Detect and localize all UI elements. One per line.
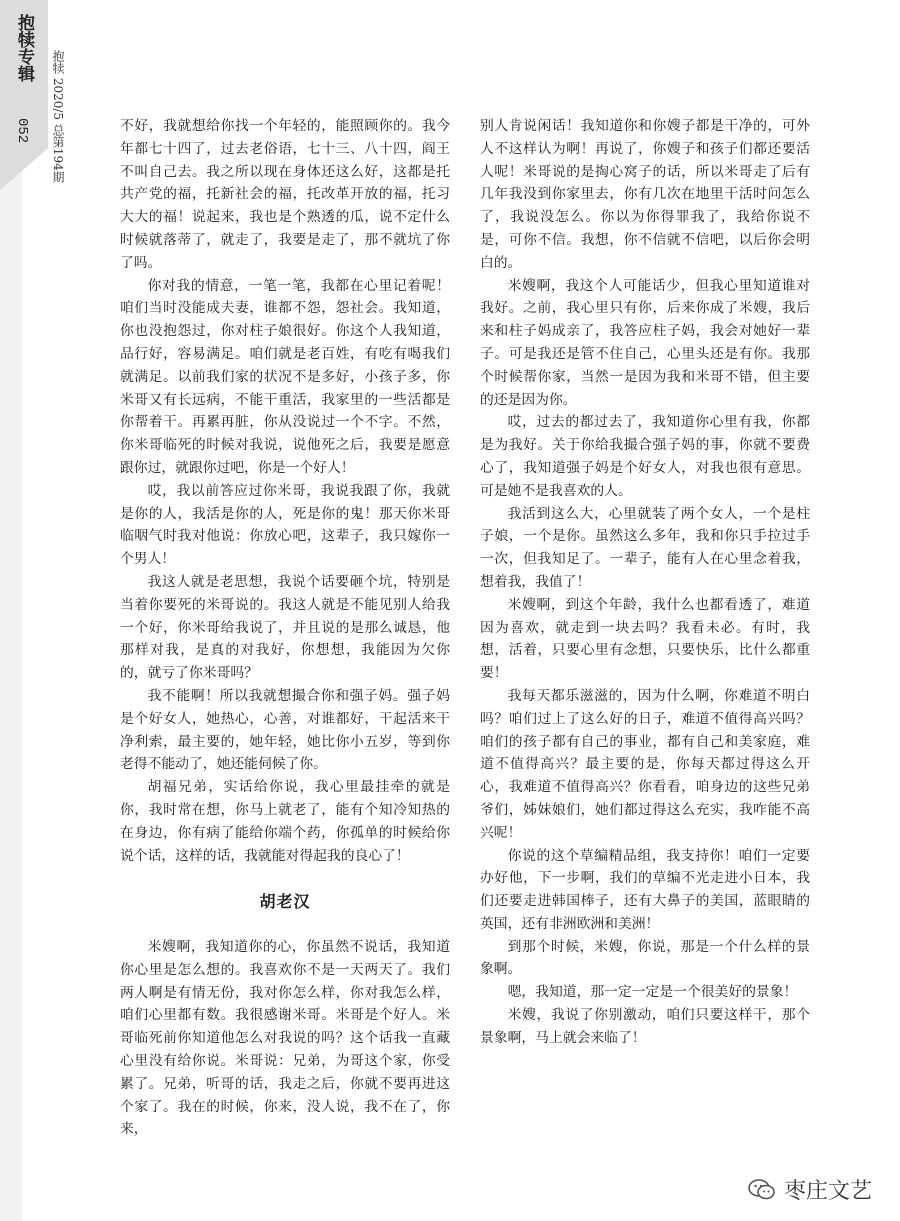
brand-name: 枣庄文艺 bbox=[783, 1179, 872, 1204]
paragraph: 你对我的情意，一笔一笔，我都在心里记着呢！咱们当时没能成夫妻，谁都不怨，怨社会。我知道，你也没抱怨过，你对柱子娘很好。你这个人我知道，品行好，容易满足。咱们就是老百姓，有吃有喝我们就满足。以前我们家的状况不是多好，小孩子多，你米哥又有长远病，不能干重活，我家里的一些活都是你帮着干。再累再脏，你从没说过一个不字。不然，你米哥临死的时候对我说，说他死之后，我要是愿意跟你过，就跟你过吧，你是一个好人！ bbox=[120, 277, 450, 476]
paragraph: 胡福兄弟，实话给你说，我心里最挂牵的就是你，我时常在想，你马上就老了，能有个知冷知热的在身边，你有病了能给你端个药，你孤单的时候给你说个话，这样的话，我就能对得起我的良心了！ bbox=[120, 779, 450, 864]
paragraph: 嗯，我知道，那一定一定是一个很美好的景象！ bbox=[507, 984, 798, 1001]
paragraph: 我每天都乐滋滋的，因为什么啊，你难道不明白吗？咱们过上了这么好的日子，难道不值得高兴吗？咱们的孩子都有自己的事业，都有自己和美家庭，难道不值得高兴？最主要的是，你每天都过得这么开心，我难道不值得高兴？你看看，咱身边的这些兄弟爷们，姊妹娘们，她们都过得这么充实，我咋能不高兴呢！ bbox=[480, 687, 810, 841]
paragraph: 米嫂啊，到这个年龄，我什么也都看透了，难道因为喜欢，就走到一块去吗？我看未必。有时，我想，活着，只要心里有念想，只要快乐，比什么都重要！ bbox=[480, 596, 810, 682]
paragraph: 米嫂，我说了你别激动，咱们只要这样干，那个景象啊，马上就会来临了！ bbox=[480, 1007, 810, 1046]
paragraph: 我不能啊！所以我就想撮合你和强子妈。强子妈是个好女人，她热心，心善，对谁都好，干起活来干净利索，最主要的，她年轻，她比你小五岁，等到你老得不能动了，她还能伺候了你。 bbox=[120, 687, 450, 773]
brand-watermark bbox=[748, 1174, 872, 1205]
paragraph: 别人肯说闲话！我知道你和你嫂子都是干净的，可外人不这样认为啊！再说了，你嫂子和孩子们都还要活人呢！米哥说的是掏心窝子的话，所以米哥走了后有几年我没到你家里去，你有几次在地里干活时问怎么了，我说没怎么。你以为你得罪我了，我给你说不是，可你不信。我想，你不信就不信吧，以后你会明白的。 bbox=[480, 118, 810, 271]
paragraph: 不好，我就想给你找一个年轻的，能照顾你的。我今年都七十四了，过去老俗语，七十三、八十四，阎王不叫自己去。我之所以现在身体还这么好，这都是托共产党的福，托新社会的福，托改革开放的福，托习大大的福！说起来，我也是个熟透的瓜，说不定什么时候就落蒂了，就走了，我要是走了，那不就坑了你了吗。 bbox=[120, 118, 450, 271]
paragraph: 米嫂啊，我知道你的心，你虽然不说话，我知道你心里是怎么想的。我喜欢你不是一天两天了。我们两人啊是有情无份，我对你怎么样，你对我怎么样，咱们心里都有数。我很感谢米哥。米哥是个好人。米哥临死前你知道他怎么对我说的吗？这个话我一直藏心里没有给你说。米哥说：兄弟，为哥这个家，你受累了。兄弟，听哥的话，我走之后，你就不要再进这个家了。我在的时候，你来，没人说，我不在了，你来， bbox=[120, 939, 450, 1138]
paragraph: 哎，我以前答应过你米哥，我说我跟了你，我就是你的人，我活是你的人，死是你的鬼！那天你米哥临咽气时我对他说：你放心吧，这辈子，我只嫁你一个男人！ bbox=[120, 482, 450, 568]
issue-line: 抱犊 2020/5 总第194期 bbox=[51, 50, 65, 183]
paragraph: 我这人就是老思想，我说个话要砸个坑，特别是当着你要死的米哥说的。我这人就是不能见别人给我一个好，你米哥给我说了，并且说的是那么诚恳，他那样对我，是真的对我好，你想想，我能因为欠你的，就亏了你米哥吗？ bbox=[120, 573, 450, 682]
paragraph: 你说的这个草编精品组，我支持你！咱们一定要办好他，下一步啊，我们的草编不光走进小日本，我们还要走进韩国棒子，还有大鼻子的美国，蓝眼睛的英国，还有非洲欧洲和美洲！ bbox=[480, 847, 810, 932]
section-title: 胡老汉 bbox=[259, 892, 311, 912]
right-column bbox=[480, 115, 810, 1050]
paragraph: 米嫂啊，我这个人可能话少，但我心里知道谁对我好。之前，我心里只有你，后来你成了米嫂，我后来和柱子妈成亲了，我答应柱子妈，我会对她好一辈子。可是我还是管不住自己，心里头还是有你。我那个时候帮你家，当然一是因为我和米哥不错，但主要的还是因为你。 bbox=[480, 277, 810, 408]
paragraph: 哎，过去的都过去了，我知道你心里有我，你都是为我好。关于你给我撮合强子妈的事，你就不要费心了，我知道强子妈是个好女人，对我也很有意思。可是她不是我喜欢的人。 bbox=[480, 414, 810, 499]
paragraph: 我活到这么大，心里就装了两个女人，一个是柱子娘，一个是你。虽然这么多年，我和你只手拉过手一次，但我知足了。一辈子，能有人在心里念着我，想着我，我值了！ bbox=[480, 505, 810, 590]
journal-name: 抱犊专辑 bbox=[14, 14, 34, 82]
left-column bbox=[120, 115, 450, 1141]
page-number: 052 bbox=[14, 118, 30, 144]
paragraph: 到那个时候，米嫂，你说，那是一个什么样的景象啊。 bbox=[480, 938, 810, 978]
wechat-icon bbox=[748, 1178, 776, 1202]
